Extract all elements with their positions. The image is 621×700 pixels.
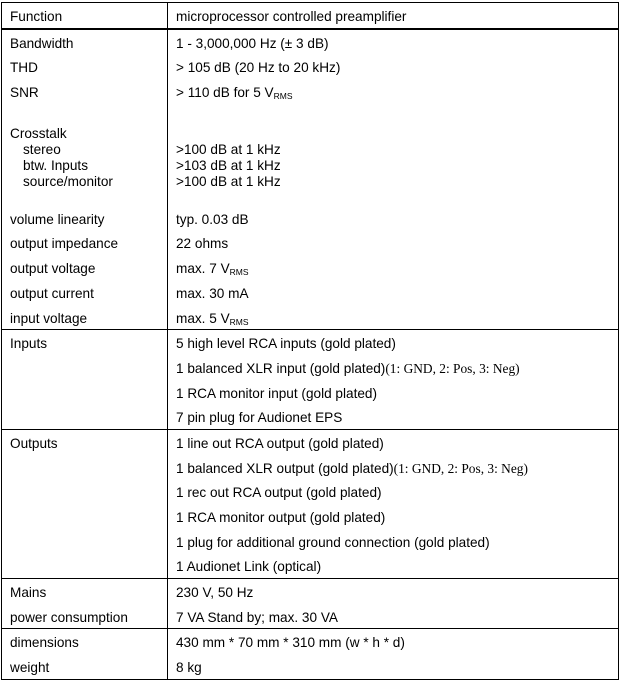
physical-values [168, 629, 619, 679]
inputs-group [2, 330, 619, 430]
weight-label: weight [10, 660, 50, 676]
volume-linearity-label: volume linearity [10, 211, 105, 227]
output-voltage-unit-sub: RMS [229, 267, 249, 278]
power-consumption-value: 7 VA Stand by; max. 30 VA [176, 609, 338, 625]
physical-group [2, 629, 619, 679]
power-values [168, 579, 619, 629]
volume-linearity-value: typ. 0.03 dB [176, 211, 249, 227]
input-item-note: (1: GND, 2: Pos, 3: Neg) [385, 360, 520, 376]
thd-value: > 105 dB (20 Hz to 20 kHz) [176, 60, 341, 76]
input-item: 7 pin plug for Audionet EPS [176, 410, 343, 426]
mains-label: Mains [10, 585, 47, 601]
header-value-cell [168, 3, 619, 29]
input-item: 5 high level RCA inputs (gold plated) [176, 336, 396, 352]
power-labels [2, 579, 168, 629]
input-item-text: 1 balanced XLR input (gold plated) [176, 360, 386, 376]
dimensions-label: dimensions [10, 635, 79, 651]
power-group [2, 579, 619, 629]
spec-table [1, 2, 619, 680]
output-item: 1 line out RCA output (gold plated) [176, 435, 384, 451]
inputs-label: Inputs [10, 336, 48, 352]
outputs-label: Outputs [10, 435, 58, 451]
header-row [2, 3, 619, 29]
crosstalk-stereo-label: stereo [23, 141, 61, 157]
input-voltage-value [176, 305, 618, 330]
bandwidth-label: Bandwidth [10, 35, 74, 51]
header-label: Function [10, 9, 63, 24]
input-voltage-value-text: max. 5 V [176, 310, 230, 326]
performance-group [2, 29, 619, 330]
performance-values [168, 29, 619, 330]
output-item-text: 1 balanced XLR output (gold plated) [176, 460, 394, 476]
header-label-cell [2, 3, 168, 29]
crosstalk-inputs-label: btw. Inputs [23, 157, 88, 173]
snr-label: SNR [10, 85, 39, 101]
input-item: 1 RCA monitor input (gold plated) [176, 385, 377, 401]
crosstalk-blank [176, 126, 618, 142]
crosstalk-inputs-value: >103 dB at 1 kHz [176, 157, 281, 173]
output-item: 1 RCA monitor output (gold plated) [176, 510, 386, 525]
outputs-group [2, 429, 619, 578]
snr-value [176, 79, 618, 104]
output-item: 1 plug for additional ground connection (gold plated) [176, 534, 490, 550]
outputs-label-cell [2, 429, 168, 578]
output-voltage-value [176, 255, 618, 280]
header-value: microprocessor controlled preamplifier [176, 9, 407, 24]
crosstalk-label: Crosstalk [10, 125, 67, 141]
crosstalk-stereo-value: >100 dB at 1 kHz [176, 141, 281, 157]
input-voltage-label: input voltage [10, 310, 88, 326]
snr-value-text: > 110 dB for 5 V [176, 85, 274, 101]
snr-unit-sub: RMS [273, 91, 293, 102]
outputs-values [168, 429, 619, 578]
inputs-label-cell [2, 330, 168, 430]
thd-label: THD [10, 60, 38, 76]
power-consumption-label: power consumption [10, 609, 128, 625]
output-current-label: output current [10, 285, 94, 301]
output-impedance-value: 22 ohms [176, 236, 229, 252]
inputs-values [168, 330, 619, 430]
output-voltage-label: output voltage [10, 261, 96, 277]
performance-labels [2, 29, 168, 330]
output-item-note: (1: GND, 2: Pos, 3: Neg) [393, 460, 528, 476]
input-voltage-unit-sub: RMS [229, 316, 249, 327]
output-impedance-label: output impedance [10, 236, 119, 252]
weight-value: 8 kg [176, 660, 202, 676]
spacer [176, 190, 618, 206]
input-item [176, 355, 618, 380]
dimensions-value: 430 mm * 70 mm * 310 mm (w * h * d) [176, 635, 405, 651]
spacer [10, 104, 167, 126]
mains-value: 230 V, 50 Hz [176, 585, 254, 601]
output-item: 1 rec out RCA output (gold plated) [176, 485, 382, 501]
physical-labels [2, 629, 168, 679]
output-current-value: max. 30 mA [176, 285, 249, 301]
bandwidth-value: 1 - 3,000,000 Hz (± 3 dB) [176, 35, 329, 51]
output-item [176, 455, 618, 480]
crosstalk-source-monitor-value: >100 dB at 1 kHz [176, 173, 281, 189]
output-voltage-value-text: max. 7 V [176, 261, 230, 277]
spacer [176, 104, 618, 126]
crosstalk-source-monitor-label: source/monitor [23, 173, 113, 189]
output-item: 1 Audionet Link (optical) [176, 559, 322, 575]
spacer [10, 190, 167, 206]
